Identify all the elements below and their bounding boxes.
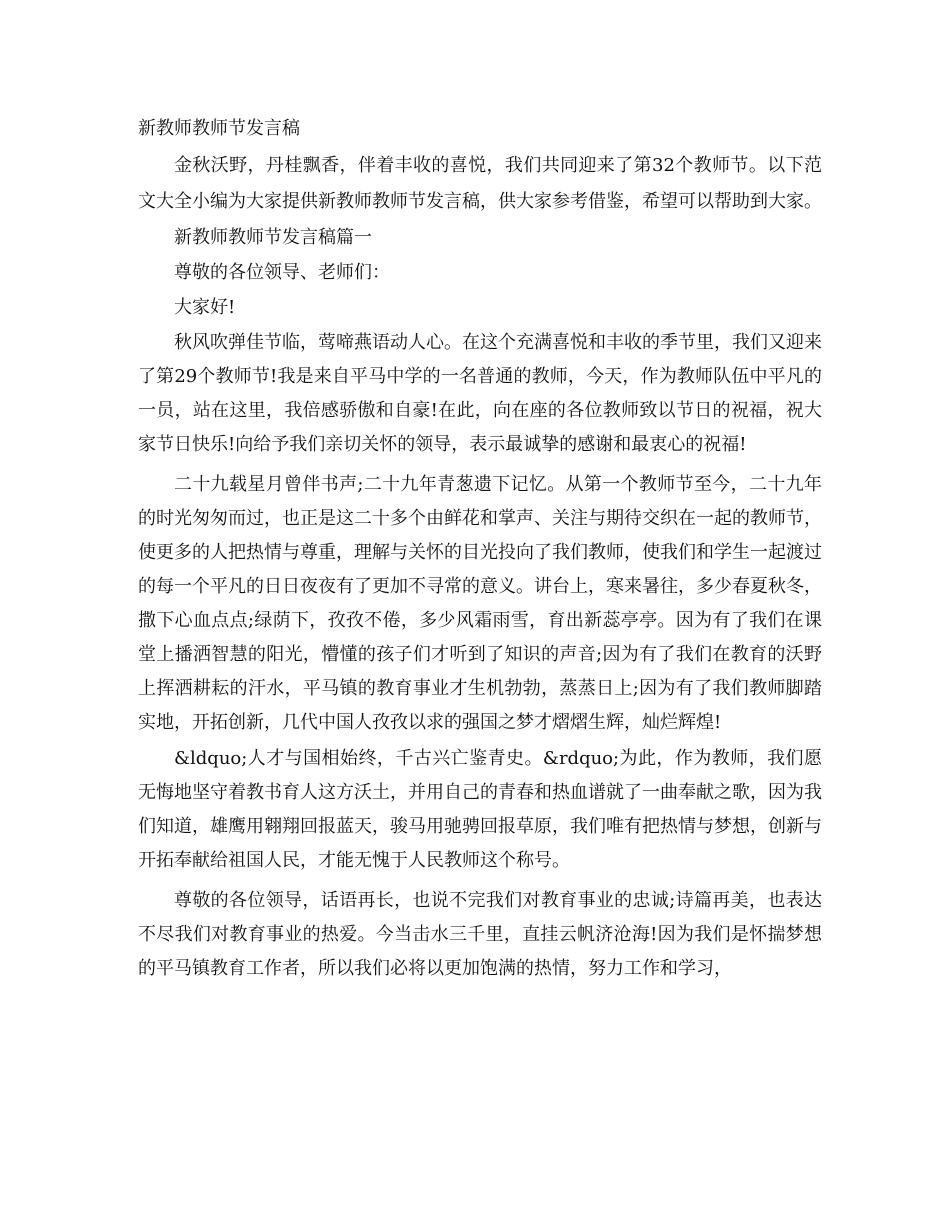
section-heading: 新教师教师节发言稿篇一: [174, 227, 372, 248]
paragraph-body-2: 二十九载星月曾伴书声;二十九年青葱遗下记忆。从第一个教师节至今，二十九年的时光匆匆而过，也正是这二十多个由鲜花和掌声、关注与期待交织在一起的教师节，使更多的人把热情与尊重，理解与关怀的目光投向了我们教师，使我们和学生一起渡过的每一个平凡的日日夜夜有了更加不寻常的意义。讲台上，寒来暑往，多少春夏秋冬，撒下心血点点;绿荫下，孜孜不倦，多少风霜雨雪，育出新蕊亭亭。因为有了我们在课堂上播洒智慧的阳光，懵懂的孩子们才听到了知识的声音;因为有了我们在教育的沃野上挥洒耕耘的汗水，平马镇的教育事业才生机勃勃，蒸蒸日上;因为有了我们教师脚踏实地，开拓创新，几代中国人孜孜以求的强国之梦才熠熠生辉，灿烂辉煌!: [138, 474, 822, 733]
paragraph-body-4: 尊敬的各位领导，话语再长，也说不完我们对教育事业的忠诚;诗篇再美，也表达不尽我们对教育事业的热爱。今当击水三千里，直挂云帆济沧海!因为我们是怀揣梦想的平马镇教育工作者，所以我们必将以更加饱满的热情，努力工作和学习，: [138, 890, 822, 979]
paragraph-intro: 金秋沃野，丹桂飘香，伴着丰收的喜悦，我们共同迎来了第32个教师节。以下范文大全小编为大家提供新教师教师节发言稿，供大家参考借鉴，希望可以帮助到大家。: [138, 155, 822, 212]
document-page: [138, 110, 822, 986]
greeting: 大家好!: [174, 297, 236, 318]
salutation: 尊敬的各位领导、老师们：: [174, 262, 390, 283]
document-title: 新教师教师节发言稿: [138, 118, 300, 139]
paragraph-body-1: 秋风吹弹佳节临，莺啼燕语动人心。在这个充满喜悦和丰收的季节里，我们又迎来了第29个教师节!我是来自平马中学的一名普通的教师，今天，作为教师队伍中平凡的一员，站在这里，我倍感骄傲和自豪!在此，向在座的各位教师致以节日的祝福，祝大家节日快乐!向给予我们亲切关怀的领导，表示最诚挚的感谢和最衷心的祝福!: [138, 332, 822, 455]
paragraph-body-3: &ldquo;人才与国相始终，千古兴亡鉴青史。&rdquo;为此，作为教师，我们愿无悔地坚守着教书育人这方沃土，并用自己的青春和热血谱就了一曲奉献之歌，因为我们知道，雄鹰用翱翔回报蓝天，骏马用驰骋回报草原，我们唯有把热情与梦想，创新与开拓奉献给祖国人民，才能无愧于人民教师这个称号。: [138, 748, 822, 871]
